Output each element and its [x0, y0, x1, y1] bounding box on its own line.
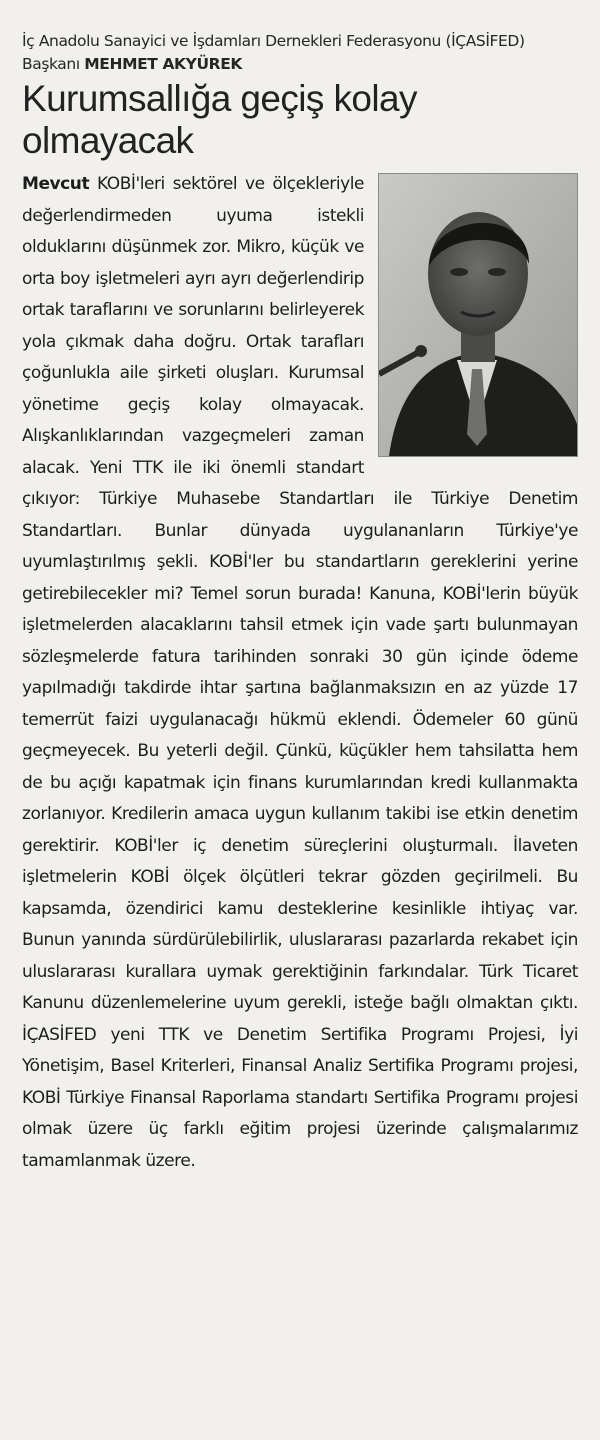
portrait-image: [379, 174, 577, 456]
article-headline: Kurumsallığa geçiş kolay olmayacak: [22, 78, 417, 161]
portrait-photo: [378, 173, 578, 457]
kicker-affiliation: İç Anadolu Sanayici ve İşdamları Dernekleri Federasyonu (İÇASİFED) Başkanı: [22, 32, 525, 73]
body-lead-word: Mevcut: [22, 174, 90, 194]
body-text-content: KOBİ'leri sektörel ve ölçekleriyle değerlendirmeden uyuma istekli olduklarını düşünmek zor. Mikro, küçük ve orta boy işletmeleri ayrı ayrı değerlendirip ortak taraflarını ve sorunlarını belirleyerek yola çıkmak daha doğru. Ortak tarafları çoğunlukla aile şirketi oluşları. Kurumsal yönetime geçiş kolay olmayacak. Alışkanlıklarından vazgeçmeleri zaman alacak. Yeni TTK ile iki önemli standart çıkıyor: Türkiye Muhasebe Standartları ile Türkiye Denetim Standartları. Bunlar dünyada uygulananların Türkiye'ye uyumlaştırılmış şekli. KOBİ'ler bu standartların gereklerini yerine getirebilecekler mi? Temel sorun burada! Kanuna, KOBİ'lerin büyük işletmelerden alacaklarını tahsil etmek için vade şartı bulunmayan sözleşmelerde fatura tarihinden sonraki 30 gün içinde ödeme yapılmadığı takdirde ihtar şartına bağlanmaksızın en az yüzde 17 temerrüt faizi uygulanacağı hükmü eklendi. Ödemeler 60 günü geçmeyecek. Bu yeterli değil. Çünkü, küçükler hem tahsilatta hem de bu açığı kapatmak için finans kurumlarından kredi kullanmakta zorlanıyor. Kredilerin amaca uygun kullanım takibi ise etkin denetim gerektirir. KOBİ'ler iç denetim süreçlerini oluşturmalı. İlaveten işletmelerin KOBİ ölçek ölçütleri tekrar gözden geçirilmeli. Bu kapsamda, özendirici kamu desteklerine kesinlikle ihtiyaç var. Bunun yanında sürdürülebilirlik, uluslararası pazarlarda rekabet için uluslararası kurallara uymak gerektiğinin farkındalar. Türk Ticaret Kanunu düzenlemelerine uyum gerekli, isteğe bağlı olmaktan çıktı. İÇASİFED yeni TTK ve Denetim Sertifika Programı Projesi, İyi Yönetişim, Basel Kriterleri, Finansal Analiz Sertifika Programı projesi, KOBİ Türkiye Finansal Raporlama standartı Sertifika Programı projesi olmak üzere üç farklı eğitim projesi üzerinde çalışmalarımız tamamlanmak üzere.: [22, 174, 578, 1171]
article-kicker: [22, 30, 580, 76]
kicker-person-name: MEHMET AKYÜREK: [84, 55, 242, 73]
